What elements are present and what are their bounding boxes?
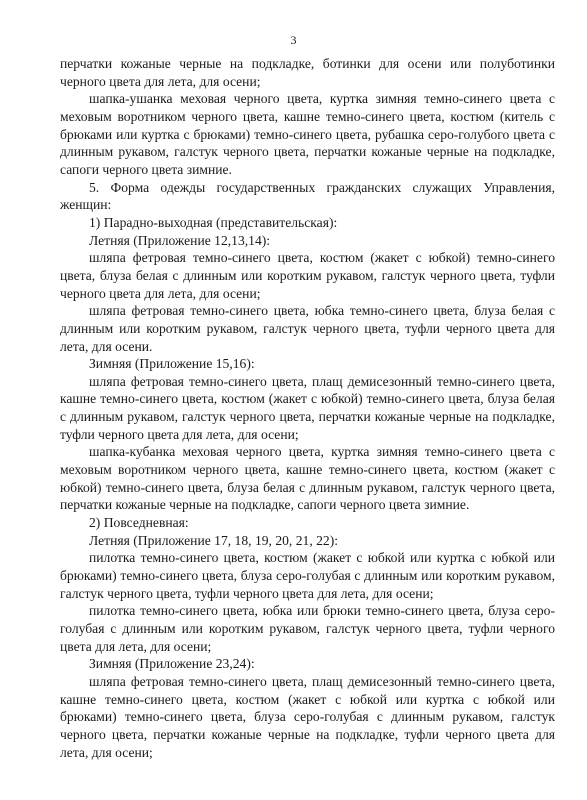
paragraph: шапка-ушанка меховая черного цвета, куртка зимняя темно-синего цвета с меховым воротником черного цвета, кашне темно-синего цвета, костюм (китель с брюками или куртка с брюками) темно-синего цвета, рубашка серо-голубого цвета с длинным рукавом, галстук черного цвета, перчатки кожаные черные на подкладке, сапоги черного цвета зимние. [60,91,555,177]
paragraph: шляпа фетровая темно-синего цвета, юбка темно-синего цвета, блуза белая с длинным или коротким рукавом, галстук черного цвета, туфли черного цвета для лета, для осени. [60,303,555,354]
paragraph: шляпа фетровая темно-синего цвета, плащ демисезонный темно-синего цвета, кашне темно-синего цвета, костюм (жакет с юбкой или куртка с юбкой или брюками) темно-синего цвета, блуза серо-голубая с длинным рукавом, галстук черного цвета, перчатки кожаные черные на подкладке, туфли черного цвета для лета, для осени; [60,673,555,760]
paragraph: 1) Парадно-выходная (представительская): [89,214,338,230]
paragraph: Летняя (Приложение 12,13,14): [89,232,271,248]
paragraph: шляпа фетровая темно-синего цвета, плащ демисезонный темно-синего цвета, кашне темно-синего цвета, костюм (жакет с юбкой) темно-синего цвета, блуза белая с длинным рукавом, галстук черного цвета, перчатки кожаные черные на подкладке, туфли черного цвета для лета, для осени; [60,373,555,442]
paragraph: 5. Форма одежды государственных гражданских служащих Управления, женщин: [60,179,555,213]
paragraph: пилотка темно-синего цвета, юбка или брюки темно-синего цвета, блуза серо-голубая с длинным или коротким рукавом, галстук черного цвета, туфли черного цвета для лета, для осени; [60,603,555,654]
paragraph: Летняя (Приложение 17, 18, 19, 20, 21, 22): [89,532,339,548]
paragraph: Зимняя (Приложение 23,24): [89,656,255,672]
page-number: 3 [290,33,297,47]
paragraph: перчатки кожаные черные на подкладке, ботинки для осени или полуботинки черного цвета для лета, для осени; [60,56,555,89]
paragraph: 2) Повседневная: [89,515,189,531]
paragraph: шляпа фетровая темно-синего цвета, костюм (жакет с юбкой) темно-синего цвета, блуза белая с длинным или коротким рукавом, галстук черного цвета, туфли черного цвета для лета, для осени; [60,250,555,301]
paragraph: шапка-кубанка меховая черного цвета, куртка зимняя темно-синего цвета с меховым воротником черного цвета, кашне темно-синего цвета, костюм (жакет с юбкой) темно-синего цвета, блуза белая с длинным рукавом, галстук черного цвета, перчатки кожаные черные на подкладке, сапоги черного цвета зимние. [60,444,555,513]
paragraph: Зимняя (Приложение 15,16): [89,356,255,372]
document-body [60,55,555,761]
paragraph: пилотка темно-синего цвета, костюм (жакет с юбкой или куртка с юбкой или брюками) темно-синего цвета, блуза серо-голубая с длинным или коротким рукавом, галстук черного цвета, туфли черного цвета для лета, для осени; [60,550,555,601]
